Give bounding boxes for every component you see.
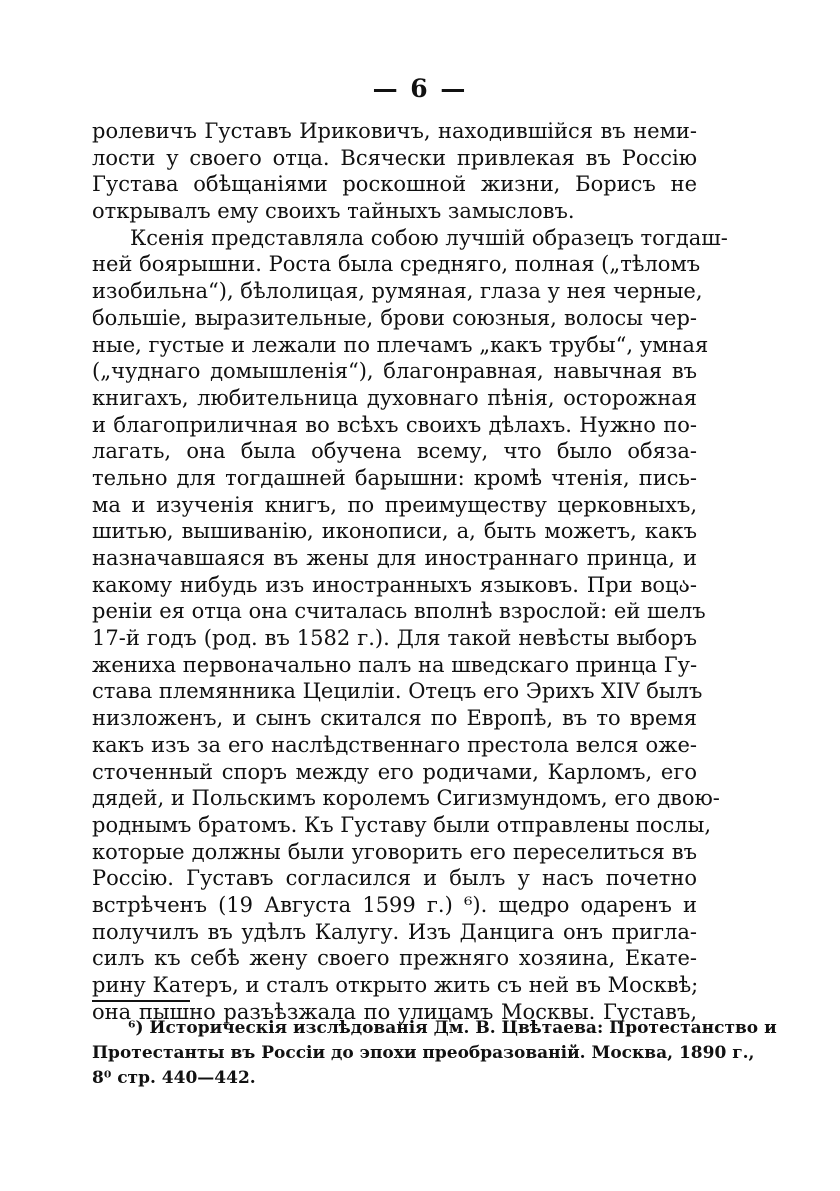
text-line-6: ней боярышни. Роста была средняго, полная („тѣломъ [92,252,701,277]
footnotes [92,1016,777,1091]
text-line-13: лагать, она была обучена всему, что было обяза- [92,439,697,464]
text-line-30: встрѣченъ (19 Августа 1599 г.) ⁶). щедро одаренъ и [92,892,697,917]
text-line-26: дядей, и Польскимъ королемъ Сигизмундомъ, его двою- [92,786,720,811]
text-line-19: реніи ея отца она считалась вполнѣ взрослой: ей шелъ [92,599,706,624]
text-line-3: Густава обѣщаніями роскошной жизни, Борисъ не [92,172,697,197]
text-line-18: какому нибудь изъ иностранныхъ языковъ. При воцა- [92,572,697,597]
text-line-32: силъ къ себѣ жену своего прежняго хозяина, Екате- [92,946,697,971]
footnote-line-1: ⁶) Историческія изслѣдованія Дм. В. Цвѣтаева: Протестанство и [128,1018,777,1038]
text-line-22: става племянника Цециліи. Отецъ его Эрихъ XIV былъ [92,679,703,704]
text-line-34: она пышно разъѣзжала по улицамъ Москвы. Густавъ, [92,999,697,1024]
text-line-12: и благоприличная во всѣхъ своихъ дѣлахъ. Нужно по- [92,412,697,437]
text-line-31: получилъ въ удѣлъ Калугу. Изъ Данцига онъ пригла- [92,919,697,944]
text-line-5: Ксенія представляла собою лучшій образецъ тогдаш- [130,225,728,250]
text-line-25: сточенный споръ между его родичами, Карломъ, его [92,759,697,784]
footnote-line-2: Протестанты въ Россіи до эпохи преобразованій. Москва, 1890 г., [92,1043,755,1063]
text-line-4: открывалъ ему своихъ тайныхъ замысловъ. [92,199,575,224]
text-line-24: какъ изъ за его наслѣдственнаго престола велся оже- [92,732,697,757]
text-line-33: рину Катеръ, и сталъ открыто жить съ ней въ Москвѣ; [92,973,699,997]
text-line-27: роднымъ братомъ. Къ Густаву были отправлены послы, [92,812,712,837]
text-line-15: ма и изученія книгъ, по преимуществу церковныхъ, [92,492,697,517]
main-text [92,118,728,1025]
text-line-17: назначавшаяся въ жены для иностраннаго принца, и [92,546,697,570]
footnote-line-3: 8⁰ стр. 440—442. [92,1068,256,1088]
text-line-7: изобильна“), бѣлолицая, румяная, глаза у нея черные, [92,279,703,304]
text-line-29: Россію. Густавъ согласился и былъ у насъ почетно [92,866,697,891]
text-line-9: ные, густые и лежали по плечамъ „какъ трубы“, умная [92,332,709,357]
text-line-23: низложенъ, и сынъ скитался по Европѣ, въ то время [92,706,697,731]
text-line-21: жениха первоначально палъ на шведскаго принца Гу- [92,652,698,677]
text-line-11: книгахъ, любительница духовнаго пѣнія, осторожная [92,385,697,410]
text-line-20: 17-й годъ (род. въ 1582 г.). Для такой невѣсты выборъ [92,626,697,651]
text-line-2: лости у своего отца. Всячески привлекая въ Россію [92,145,697,170]
text-line-10: („чуднаго домышленія“), благонравная, навычная въ [92,359,697,384]
text-line-8: большіе, выразительные, брови союзныя, волосы чер- [92,305,697,330]
text-line-16: шитью, вышиванію, иконописи, а, быть можетъ, какъ [92,519,697,544]
page-number: — 6 — [372,74,468,103]
text-line-14: тельно для тогдашней барышни: кромѣ чтенія, пись- [92,465,697,490]
text-line-1: ролевичъ Густавъ Ириковичъ, находившійся въ неми- [92,119,697,143]
footnote-divider [92,1000,190,1002]
text-line-28: которые должны были уговорить его переселиться въ [92,839,697,864]
